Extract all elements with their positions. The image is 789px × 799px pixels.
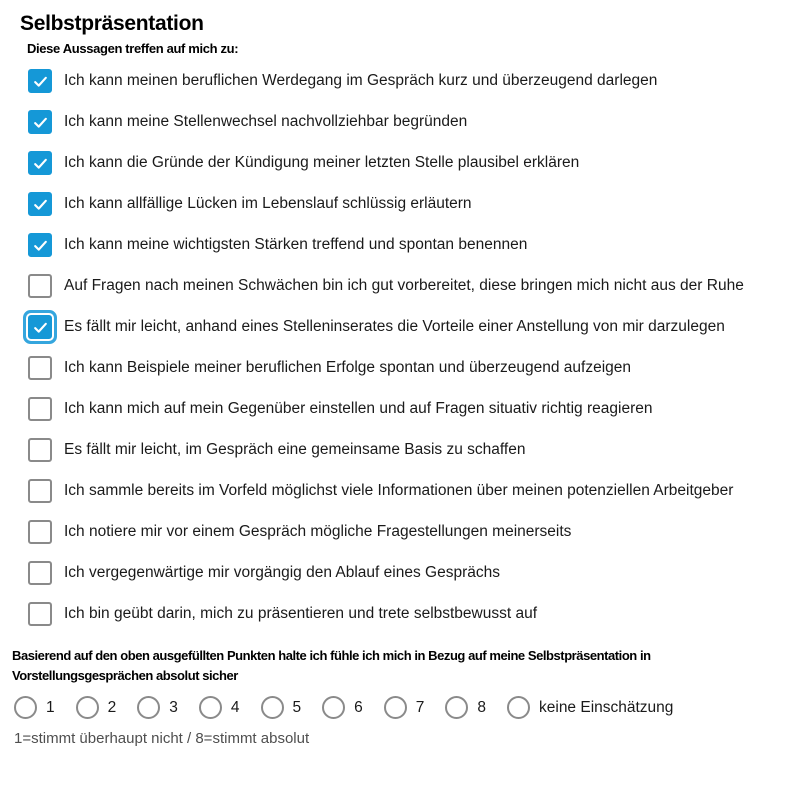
checklist-item [28, 397, 775, 421]
checklist-item-label: Ich kann mich auf mein Gegenüber einstellen und auf Fragen situativ richtig reagieren [64, 400, 653, 417]
checklist-item-label: Ich kann Beispiele meiner beruflichen Erfolge spontan und überzeugend aufzeigen [64, 359, 631, 376]
checklist-item-label: Auf Fragen nach meinen Schwächen bin ich gut vorbereitet, diese bringen mich nicht aus der Ruhe [64, 277, 744, 294]
checkbox[interactable] [28, 520, 52, 544]
radio-button[interactable] [322, 696, 345, 719]
rating-option-label: 4 [230, 698, 240, 716]
checkbox[interactable] [28, 438, 52, 462]
radio-button[interactable] [14, 696, 37, 719]
rating-section [12, 646, 775, 747]
checkbox[interactable] [28, 192, 52, 216]
checkmark-icon [32, 155, 49, 172]
rating-option-7[interactable] [384, 696, 425, 719]
checkbox[interactable] [28, 561, 52, 585]
checklist-item-label: Ich bin geübt darin, mich zu präsentieren und trete selbstbewusst auf [64, 605, 538, 622]
rating-option-5[interactable] [261, 696, 302, 719]
checkmark-icon [32, 196, 49, 213]
rating-options [14, 696, 775, 719]
rating-legend: 1=stimmt überhaupt nicht / 8=stimmt absolut [14, 730, 310, 747]
checklist-item-label: Ich kann meinen beruflichen Werdegang im Gespräch kurz und überzeugend darlegen [64, 72, 658, 89]
checklist-item [28, 110, 775, 134]
rating-option-label: keine Einschätzung [539, 698, 674, 716]
radio-button[interactable] [384, 696, 407, 719]
checklist-item [28, 602, 775, 626]
rating-option-label: 8 [477, 698, 486, 716]
rating-option-6[interactable] [322, 696, 363, 719]
checklist-item-label: Es fällt mir leicht, im Gespräch eine gemeinsame Basis zu schaffen [64, 441, 526, 458]
checklist-item-label: Ich kann meine Stellenwechsel nachvollziehbar begründen [64, 113, 468, 130]
rating-option-2[interactable] [76, 696, 117, 719]
checklist-item-label: Ich vergegenwärtige mir vorgängig den Ablauf eines Gesprächs [64, 564, 500, 581]
checklist-item [28, 561, 775, 585]
checklist-item [28, 233, 775, 257]
rating-option-label: 6 [354, 698, 363, 716]
checklist-item-label: Ich kann die Gründe der Kündigung meiner letzten Stelle plausibel erklären [64, 154, 580, 171]
checkmark-icon [32, 237, 49, 254]
radio-button[interactable] [199, 696, 222, 719]
rating-option-4[interactable] [199, 696, 240, 719]
checklist-item [28, 520, 775, 544]
checkbox[interactable] [28, 69, 52, 93]
rating-question: Basierend auf den oben ausgefüllten Punkten halte ich fühle ich mich in Bezug auf meine Selbstpräsentation in Vorstellungsgesprächen absolut sicher [12, 648, 651, 683]
rating-option-label: 3 [169, 698, 178, 716]
checklist-item [28, 356, 775, 380]
rating-option-3[interactable] [137, 696, 178, 719]
checkbox[interactable] [28, 479, 52, 503]
radio-button[interactable] [507, 696, 530, 719]
checklist-item [28, 274, 775, 298]
rating-option-label: 7 [415, 698, 425, 716]
page-title: Selbstpräsentation [20, 12, 204, 35]
rating-option-keine-einschaetzung[interactable] [507, 696, 673, 719]
rating-option-label: 2 [107, 698, 117, 716]
checkbox[interactable] [28, 274, 52, 298]
checkbox[interactable] [28, 233, 52, 257]
checkbox[interactable] [28, 110, 52, 134]
checklist-item-label: Ich notiere mir vor einem Gespräch mögliche Fragestellungen meinerseits [64, 523, 572, 540]
checklist [28, 69, 775, 626]
checkbox[interactable] [28, 397, 52, 421]
checkbox[interactable] [28, 151, 52, 175]
checklist-item [28, 479, 775, 503]
checkmark-icon [32, 319, 49, 336]
checklist-item [28, 69, 775, 93]
checklist-item [28, 192, 775, 216]
checklist-item [28, 151, 775, 175]
rating-option-label: 5 [292, 698, 302, 716]
checkbox[interactable] [28, 315, 52, 339]
rating-option-1[interactable] [14, 696, 55, 719]
radio-button[interactable] [445, 696, 468, 719]
checkmark-icon [32, 73, 49, 90]
radio-button[interactable] [137, 696, 160, 719]
checklist-item-label: Ich sammle bereits im Vorfeld möglichst viele Informationen über meinen potenziellen Arbeitgeber [64, 482, 734, 499]
checklist-item-label: Ich kann meine wichtigsten Stärken treffend und spontan benennen [64, 236, 528, 253]
checklist-item [28, 315, 775, 339]
radio-button[interactable] [261, 696, 284, 719]
checkmark-icon [32, 114, 49, 131]
rating-option-8[interactable] [445, 696, 486, 719]
section-subtitle: Diese Aussagen treffen auf mich zu: [27, 41, 239, 56]
checkbox[interactable] [28, 602, 52, 626]
rating-option-label: 1 [46, 698, 55, 716]
checklist-item [28, 438, 775, 462]
checkbox[interactable] [28, 356, 52, 380]
checklist-item-label: Es fällt mir leicht, anhand eines Stelleninserates die Vorteile einer Anstellung von mir darzulegen [64, 318, 725, 335]
radio-button[interactable] [76, 696, 99, 719]
checklist-item-label: Ich kann allfällige Lücken im Lebenslauf schlüssig erläutern [64, 195, 472, 212]
